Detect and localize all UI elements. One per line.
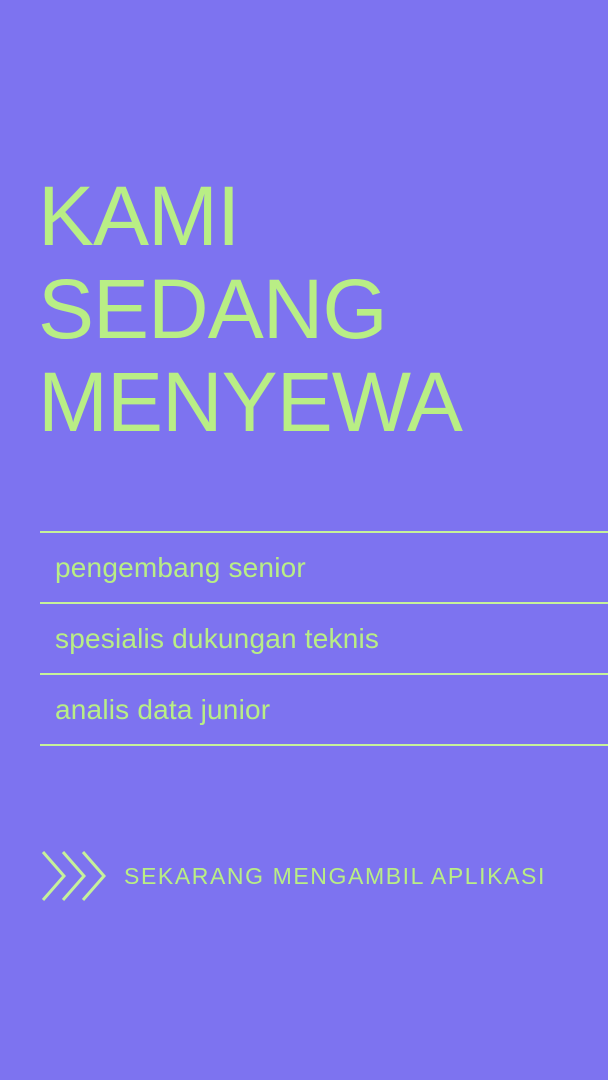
cta-label: SEKARANG MENGAMBIL APLIKASI (124, 862, 546, 889)
poster-headline (38, 170, 462, 449)
triple-chevron-right-icon (40, 849, 106, 903)
list-item (40, 602, 608, 673)
open-positions-list (40, 531, 608, 746)
headline-line-3: MENYEWA (38, 355, 462, 449)
list-item (40, 673, 608, 746)
apply-now-cta[interactable] (40, 849, 546, 903)
position-label: analis data junior (55, 693, 271, 725)
position-label: spesialis dukungan teknis (55, 622, 380, 654)
headline-line-2: SEDANG (38, 262, 387, 356)
headline-line-1: KAMI (38, 169, 240, 263)
list-item (40, 531, 608, 602)
position-label: pengembang senior (55, 551, 306, 583)
